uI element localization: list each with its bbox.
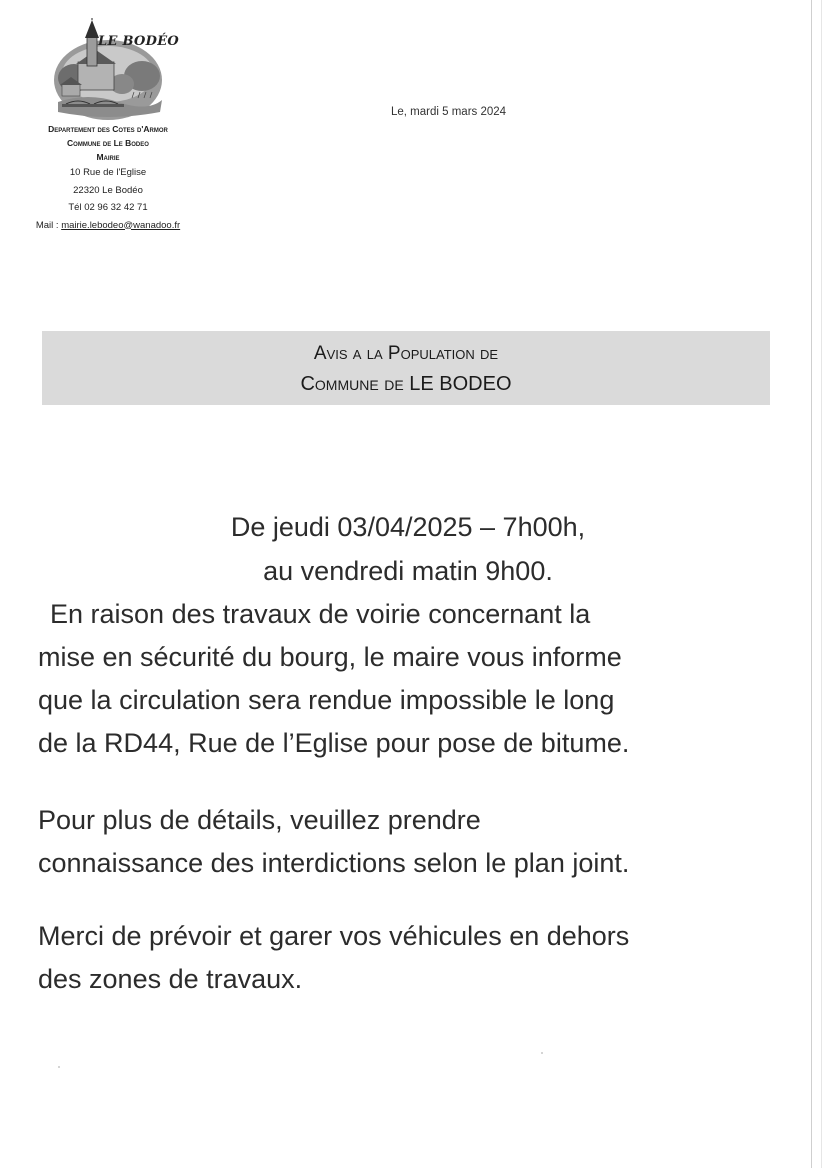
department-name: Departement des Cotes d'Armor xyxy=(48,124,168,134)
phone-number: Tél 02 96 32 42 71 xyxy=(68,202,148,213)
paragraph-3-line: des zones de travaux. xyxy=(38,964,303,994)
title-banner xyxy=(42,331,770,405)
paragraph-2-line: connaissance des interdictions selon le plan joint. xyxy=(38,848,630,878)
paragraph-1-line: En raison des travaux de voirie concernant la xyxy=(50,599,591,629)
mairie-label: Mairie xyxy=(96,152,120,162)
mairie-address-block xyxy=(10,122,206,234)
scan-edge-line-outer xyxy=(821,0,822,1168)
date-range-line-1: De jeudi 03/04/2025 – 7h00h, xyxy=(230,512,586,542)
paragraph-spacer xyxy=(38,885,778,915)
commune-name: Commune de Le Bodeo xyxy=(67,138,149,148)
mail-link[interactable]: mairie.lebodeo@wanadoo.fr xyxy=(61,219,181,231)
banner-line-1: Avis a la Population de xyxy=(313,343,499,364)
logo-title: LE BODÉO xyxy=(98,34,180,49)
paragraph-1-line: mise en sécurité du bourg, le maire vous informe xyxy=(38,642,622,672)
paragraph-1-line: de la RD44, Rue de l’Eglise pour pose de bitume. xyxy=(38,728,630,758)
notice-body xyxy=(38,505,778,1001)
paragraph-spacer xyxy=(38,765,778,799)
scan-speck xyxy=(58,1066,60,1068)
document-date: Le, mardi 5 mars 2024 xyxy=(391,106,507,118)
scan-edge-line xyxy=(811,0,812,1168)
banner-line-2: Commune de LE BODEO xyxy=(300,373,512,395)
street-address: 10 Rue de l'Eglise xyxy=(69,167,147,178)
date-range-line-2: au vendredi matin 9h00. xyxy=(263,556,553,586)
mail-label: Mail : xyxy=(35,219,59,231)
paragraph-3-line: Merci de prévoir et garer vos véhicules en dehors xyxy=(38,921,630,951)
paragraph-2-line: Pour plus de détails, veuillez prendre xyxy=(38,805,481,835)
scan-speck xyxy=(541,1052,543,1054)
city-address: 22320 Le Bodéo xyxy=(73,184,143,196)
mail-line xyxy=(10,217,206,235)
paragraph-1-line: que la circulation sera rendue impossible le long xyxy=(38,685,615,715)
